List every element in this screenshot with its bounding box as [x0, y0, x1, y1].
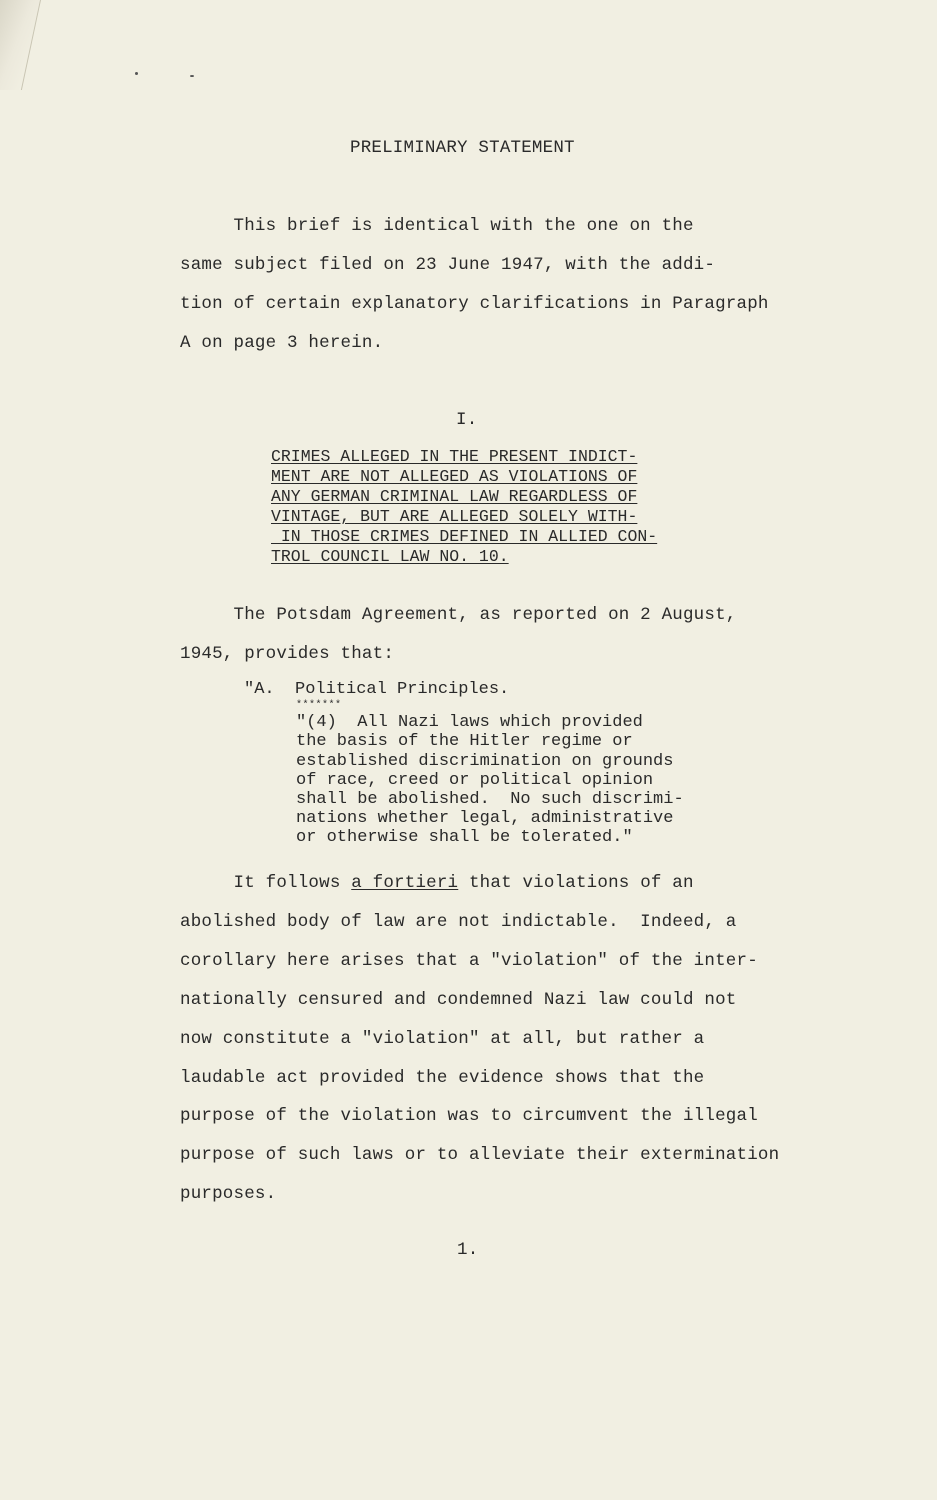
body-line: nationally censured and condemned Nazi law could not: [180, 990, 737, 1010]
body-line: corollary here arises that a "violation" of the inter-: [180, 951, 758, 971]
potsdam-line: 1945, provides that:: [180, 644, 395, 664]
quote-line: shall be abolished. No such discrimi-: [296, 790, 684, 810]
body-line: abolished body of law are not indictable. Indeed, a: [180, 912, 737, 932]
quote-heading: "A. Political Principles.: [244, 680, 510, 699]
quote-line: of race, creed or political opinion: [296, 770, 654, 790]
section-heading-line: IN THOSE CRIMES DEFINED IN ALLIED CON-: [271, 527, 658, 546]
body-line: purpose of such laws or to alleviate their extermination: [180, 1145, 780, 1165]
body-line: now constitute a "violation" at all, but rather a: [180, 1029, 705, 1049]
intro-line: tion of certain explanatory clarifications in Paragraph: [180, 294, 769, 314]
section-heading-line: CRIMES ALLEGED IN THE PRESENT INDICT-: [271, 447, 638, 466]
page-title: PRELIMINARY STATEMENT: [350, 138, 575, 158]
body-text: It follows: [180, 873, 352, 893]
quote-line: established discrimination on grounds: [296, 751, 674, 771]
potsdam-line: The Potsdam Agreement, as reported on 2 August,: [180, 605, 737, 625]
block-quote: [244, 680, 684, 848]
quote-line: or otherwise shall be tolerated.": [296, 828, 633, 848]
intro-line: same subject filed on 23 June 1947, with the addi-: [180, 255, 716, 275]
quote-line: nations whether legal, administrative: [296, 809, 674, 829]
quote-line: the basis of the Hitler regime or: [296, 732, 633, 752]
section-heading-line: ANY GERMAN CRIMINAL LAW REGARDLESS OF: [271, 487, 638, 506]
intro-line: This brief is identical with the one on the: [180, 216, 694, 236]
body-line: purposes.: [180, 1184, 277, 1204]
section-heading: [271, 447, 657, 567]
ink-speck: [135, 72, 138, 75]
page-number: 1.: [457, 1240, 479, 1260]
section-heading-line: VINTAGE, BUT ARE ALLEGED SOLELY WITH-: [271, 507, 638, 526]
body-line: purpose of the violation was to circumvent the illegal: [180, 1106, 758, 1126]
quote-elision: *******: [296, 700, 342, 712]
section-number: I.: [456, 410, 478, 430]
ink-speck: [190, 75, 194, 77]
body-text: that violations of an: [458, 873, 694, 893]
intro-line: A on page 3 herein.: [180, 333, 384, 353]
section-heading-line: MENT ARE NOT ALLEGED AS VIOLATIONS OF: [271, 467, 638, 486]
quote-line: "(4) All Nazi laws which provided: [296, 713, 643, 733]
page-fold: [0, 0, 41, 90]
body-line: [180, 873, 694, 893]
latin-phrase: a fortieri: [351, 873, 459, 893]
body-line: laudable act provided the evidence shows that the: [180, 1068, 705, 1088]
section-heading-line: TROL COUNCIL LAW NO. 10.: [271, 547, 509, 566]
